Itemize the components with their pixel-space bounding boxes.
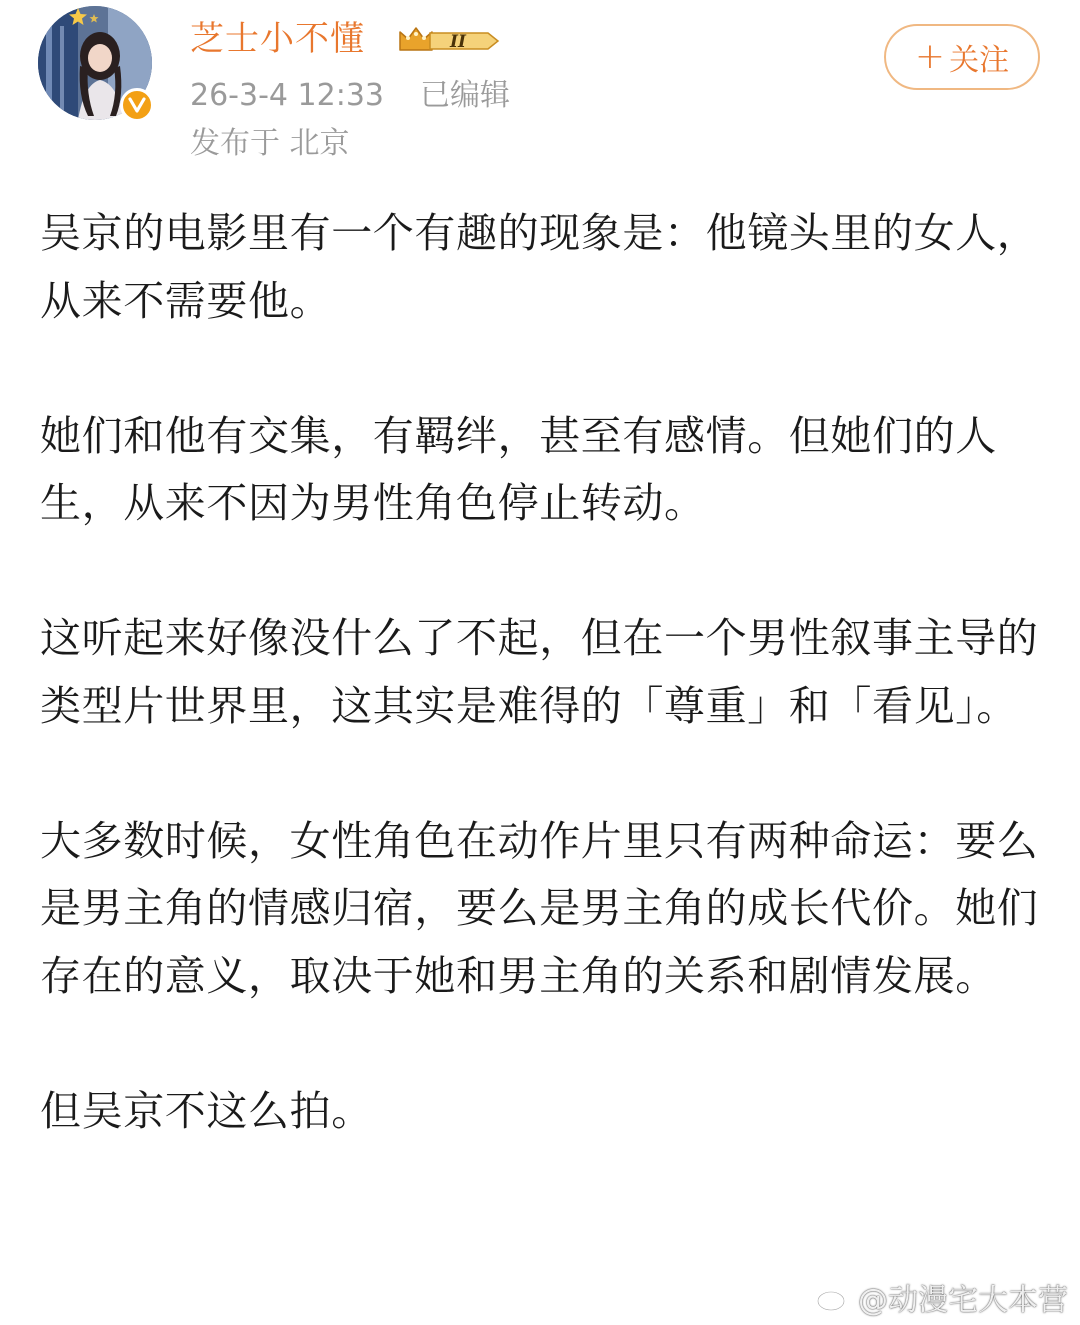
post-paragraph: 但吴京不这么拍。 xyxy=(40,1086,373,1135)
post-content xyxy=(40,200,1040,1145)
verified-v-icon xyxy=(120,88,154,122)
follow-button[interactable] xyxy=(884,24,1040,90)
post-location: 发布于 北京 xyxy=(190,126,350,161)
follow-label: 关注 xyxy=(949,43,1010,78)
post-timestamp: 26-3-4 12:33 xyxy=(190,78,384,113)
plus-icon: + xyxy=(914,36,946,77)
watermark-text: @动漫宅大本营 xyxy=(858,1283,1068,1318)
post-paragraph: 吴京的电影里有一个有趣的现象是：他镜头里的女人，从来不需要他。 xyxy=(40,209,1039,325)
edited-label[interactable]: 已编辑 xyxy=(420,78,510,113)
post-paragraph: 大多数时候，女性角色在动作片里只有两种命运：要么是男主角的情感归宿，要么是男主角的成长代价。她们存在的意义，取决于她和男主角的关系和剧情发展。 xyxy=(40,816,1039,1000)
svg-text:II: II xyxy=(450,32,466,52)
watermark xyxy=(816,1275,1068,1319)
post-paragraph: 她们和他有交集，有羁绊，甚至有感情。但她们的人生，从来不因为男性角色停止转动。 xyxy=(40,411,997,527)
star-decoration-icon xyxy=(68,6,102,32)
avatar[interactable] xyxy=(38,6,152,120)
post-header xyxy=(0,0,1080,180)
crown-vip-icon[interactable] xyxy=(396,24,504,58)
post-meta xyxy=(190,76,510,116)
weibo-logo-icon xyxy=(816,1282,852,1312)
post-paragraph: 这听起来好像没什么了不起，但在一个男性叙事主导的类型片世界里，这其实是难得的「尊重」和「看见」。 xyxy=(40,614,1039,730)
username[interactable]: 芝士小不懂 xyxy=(190,19,365,59)
